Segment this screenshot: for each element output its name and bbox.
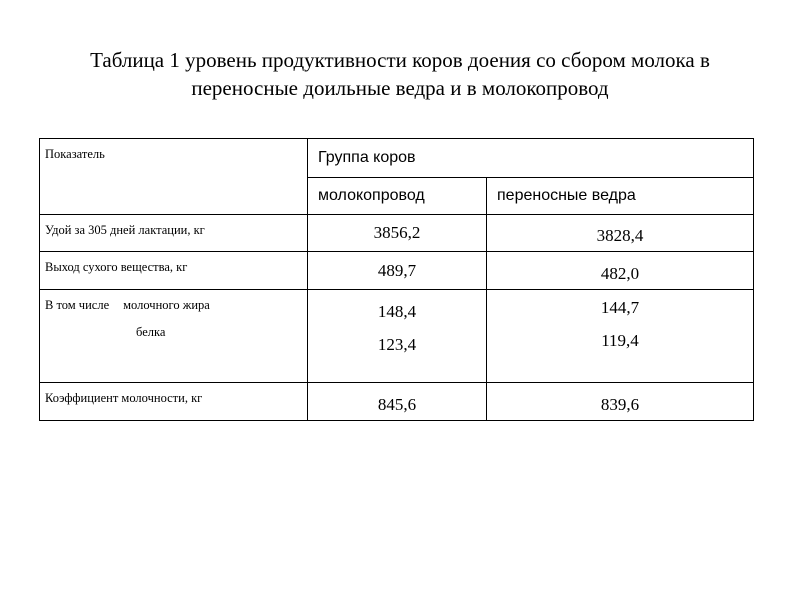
including-fat-label: молочного жира bbox=[123, 298, 210, 312]
dry-matter-value-buckets-text: 482,0 bbox=[600, 264, 640, 283]
row-label-including bbox=[40, 290, 308, 383]
productivity-table bbox=[39, 138, 754, 421]
subheader-pipeline-label: молокопровод bbox=[318, 187, 425, 204]
row-label-yield bbox=[40, 215, 308, 252]
row-label-coefficient bbox=[40, 383, 308, 421]
header-indicator-label: Показатель bbox=[45, 147, 105, 161]
including-values-buckets bbox=[487, 290, 754, 383]
yield-value-pipeline-text: 3856,2 bbox=[373, 223, 421, 242]
protein-value-pipeline: 123,4 bbox=[377, 335, 417, 354]
fat-value-pipeline: 148,4 bbox=[377, 302, 417, 321]
header-indicator-cell bbox=[40, 139, 308, 215]
including-prefix: В том числе bbox=[45, 298, 110, 312]
row-label-dry-matter bbox=[40, 252, 308, 290]
yield-value-buckets bbox=[487, 215, 754, 252]
subheader-pipeline-cell bbox=[308, 178, 487, 215]
table-row bbox=[40, 383, 754, 421]
table-row bbox=[40, 252, 754, 290]
coefficient-label: Коэффициент молочности, кг bbox=[45, 391, 203, 405]
subheader-buckets-cell bbox=[487, 178, 754, 215]
coefficient-value-buckets-text: 839,6 bbox=[600, 395, 640, 414]
fat-value-buckets: 144,7 bbox=[600, 298, 640, 317]
yield-label: Удой за 305 дней лактации, кг bbox=[45, 223, 205, 237]
including-values-pipeline bbox=[308, 290, 487, 383]
coefficient-value-pipeline-text: 845,6 bbox=[377, 395, 417, 414]
title-line-1: Таблица 1 уровень продуктивности коров доения со сбором молока в bbox=[90, 48, 710, 72]
dry-matter-value-pipeline-text: 489,7 bbox=[377, 261, 417, 280]
header-group-label: Группа коров bbox=[318, 149, 416, 166]
table-row bbox=[40, 290, 754, 383]
table-row bbox=[40, 215, 754, 252]
dry-matter-label: Выход сухого вещества, кг bbox=[45, 260, 188, 274]
including-protein-label: белка bbox=[136, 325, 166, 339]
coefficient-value-pipeline bbox=[308, 383, 487, 421]
table-header-row bbox=[40, 139, 754, 178]
dry-matter-value-pipeline bbox=[308, 252, 487, 290]
protein-value-buckets: 119,4 bbox=[601, 331, 639, 350]
page-title bbox=[0, 46, 800, 102]
subheader-buckets-label: переносные ведра bbox=[497, 187, 636, 204]
header-group-cell bbox=[308, 139, 754, 178]
coefficient-value-buckets bbox=[487, 383, 754, 421]
yield-value-pipeline bbox=[308, 215, 487, 252]
dry-matter-value-buckets bbox=[487, 252, 754, 290]
title-line-2: переносные доильные ведра и в молокопровод bbox=[191, 76, 609, 100]
yield-value-buckets-text: 3828,4 bbox=[596, 226, 644, 245]
